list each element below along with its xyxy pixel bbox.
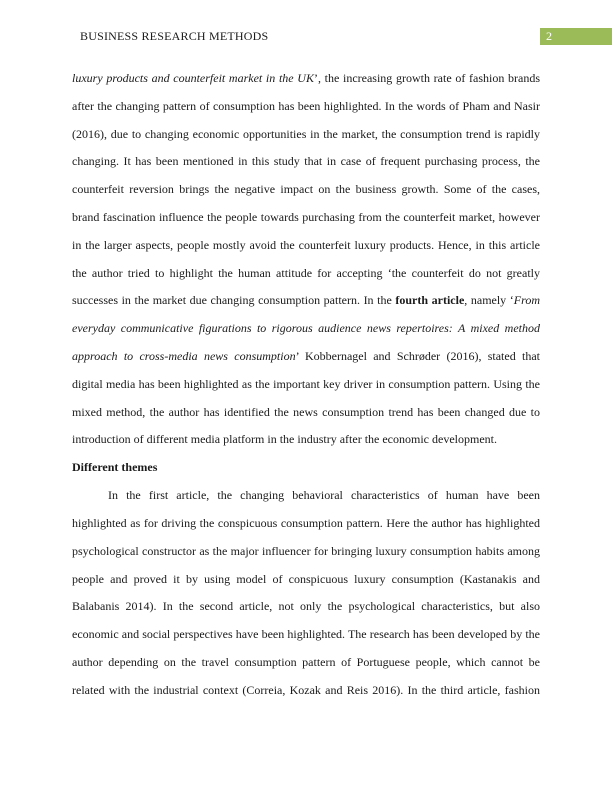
page-number-badge: 2	[540, 28, 612, 45]
running-head: BUSINESS RESEARCH METHODS	[80, 29, 269, 43]
italic-title-fragment: luxury products and counterfeit market in the UK	[72, 71, 314, 85]
text-run: , namely ‘	[464, 293, 514, 308]
text-run: ’, the increasing growth rate of fashion brands after the changing pattern of consumption has been highlighted. In the words of Pham and Nasir (2016), due to changing economic opportunities in the market, the consumption trend is rapidly changing. It has been mentioned in this study that in case of frequent purchasing process, the counterfeit reversion brings the negative impact on the business growth. Some of the cases, brand fascination influence the people towards purchasing from the counterfeit market, however in the larger aspects, people mostly avoid the counterfeit luxury products. Hence, in this article the author tried to highlight the human attitude for accepting ‘the counterfeit do not greatly successes in the market due changing consumption pattern. In the	[72, 71, 541, 308]
document-body	[72, 65, 540, 705]
italic-article-title: From everyday communicative figurations to rigorous audience news repertoires: A mixed method approach to cross-media news consumption	[72, 293, 540, 363]
body-paragraph	[72, 65, 540, 454]
page-header	[0, 0, 612, 60]
body-paragraph: In the first article, the changing behavioral characteristics of human have been highlighted as for driving the conspicuous consumption pattern. Here the author has highlighted psychological constructor as the major influencer for bringing luxury consumption habits among people and proved it by using model of conspicuous luxury consumption (Kastanakis and Balabanis 2014). In the second article, not only the psychological characteristics, but also economic and social perspectives have been highlighted. The research has been developed by the author depending on the travel consumption pattern of Portuguese people, which cannot be related with the industrial context (Correia, Kozak and Reis 2016). In the third article, fashion	[72, 488, 540, 697]
text-run: ’ Kobbernagel and Schrøder (2016), stated that digital media has been highlighted as the important key driver in consumption pattern. Using the mixed method, the author has identified the news consumption trend has been changed due to introduction of different media platform in the industry after the economic development.	[72, 348, 540, 447]
section-heading: Different themes	[72, 460, 158, 475]
bold-phrase: fourth article	[395, 293, 465, 308]
